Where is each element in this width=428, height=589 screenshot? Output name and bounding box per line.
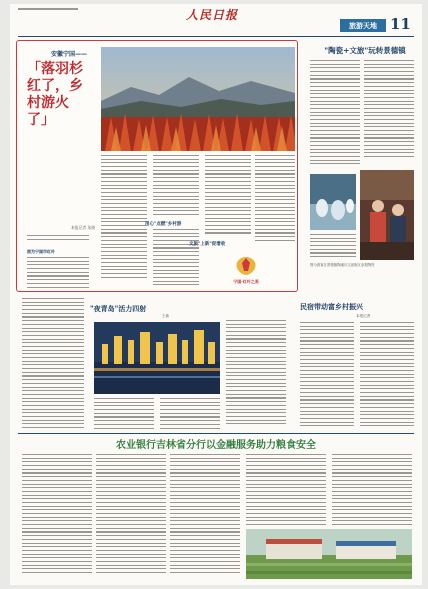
section-tag: 旅游天地 bbox=[340, 19, 386, 32]
newspaper-page bbox=[10, 4, 422, 585]
homestay-text-b bbox=[360, 322, 414, 429]
bank-text-d bbox=[246, 454, 326, 528]
page-number: 11 bbox=[390, 15, 411, 33]
bank-text-e bbox=[332, 454, 412, 528]
article-byline: 本报记者 朱晓 bbox=[71, 225, 95, 230]
page-header bbox=[10, 4, 422, 40]
side-text-left bbox=[22, 298, 84, 431]
body-text-col2 bbox=[101, 155, 147, 280]
homestay-article-author: 本报记者 bbox=[356, 314, 371, 318]
right-article-text-c bbox=[310, 234, 356, 260]
bank-text-a bbox=[22, 454, 92, 576]
article-kicker: 安徽宁国—— bbox=[51, 51, 88, 58]
header-rule bbox=[18, 36, 414, 37]
homestay-article-title[interactable]: 民宿带动富乡村振兴 bbox=[300, 302, 363, 311]
bottom-rule bbox=[18, 433, 414, 434]
right-article-text-a bbox=[310, 60, 360, 167]
farmland-photo bbox=[246, 529, 412, 579]
qingdao-text-a bbox=[94, 398, 154, 431]
bank-text-c bbox=[170, 454, 240, 576]
bank-article-title[interactable]: 农业银行吉林省分行以金融服务助力粮食安全 bbox=[116, 440, 316, 451]
body-text-col4 bbox=[205, 155, 251, 236]
date-line bbox=[18, 7, 78, 11]
main-article[interactable] bbox=[16, 40, 298, 292]
subheading-1: 用心"点燃"乡村游 bbox=[145, 222, 182, 227]
bank-text-b bbox=[96, 454, 166, 576]
promo-stamp bbox=[217, 253, 275, 289]
visitors-photo bbox=[360, 170, 414, 260]
homestay-text-a bbox=[300, 322, 354, 429]
photo-caption: 图为宁国市红叶 bbox=[27, 249, 55, 254]
right-article-title[interactable]: "陶瓷+文旅"玩转景德镇 bbox=[324, 46, 406, 55]
qingdao-night-photo bbox=[94, 322, 220, 394]
red-forest-photo bbox=[101, 47, 295, 151]
body-text-col3b bbox=[153, 229, 199, 288]
right-article-text-b bbox=[364, 60, 414, 160]
body-text-col1 bbox=[27, 235, 89, 242]
body-text-col3 bbox=[153, 155, 199, 218]
qingdao-text-b bbox=[160, 398, 220, 431]
right-article-photo-caption: 图为游客在景德镇陶溪川文创街区参观陶瓷 bbox=[310, 263, 375, 267]
body-text-col1b bbox=[27, 257, 89, 290]
article-headline[interactable]: 「落羽杉红了，乡村游火了」 bbox=[27, 61, 83, 128]
qingdao-text-c bbox=[226, 320, 286, 427]
ceramics-photo bbox=[310, 174, 356, 230]
subheading-2: 文旅"上新"促增收 bbox=[189, 242, 226, 247]
body-text-col5 bbox=[255, 155, 295, 244]
qingdao-article-title[interactable]: "夜青岛"活力四射 bbox=[90, 304, 147, 313]
masthead: 人民日报 bbox=[186, 8, 239, 22]
qingdao-article-author: 王新 bbox=[162, 314, 170, 318]
stamp-caption: 宁国·红叶之美 bbox=[233, 279, 259, 284]
